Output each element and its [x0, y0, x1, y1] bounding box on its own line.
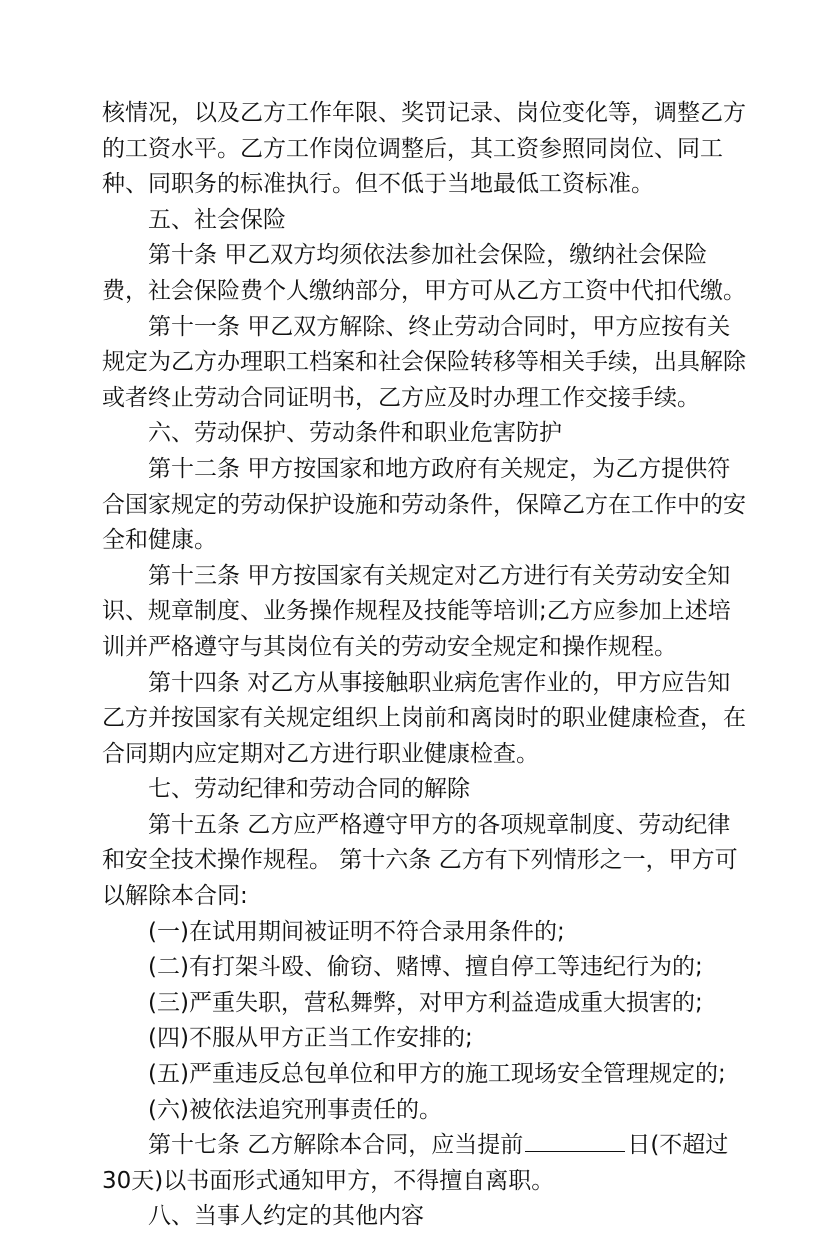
document-body [102, 96, 746, 1235]
document-line: 规定为乙方办理职工档案和社会保险转移等相关手续，出具解除 [102, 349, 746, 376]
document-line: 合同期内应定期对乙方进行职业健康检查。 [102, 740, 539, 767]
clause-17-text: 第十七条 乙方解除本合同，应当提前 [148, 1132, 524, 1159]
document-line: 或者终止劳动合同证明书，乙方应及时办理工作交接手续。 [102, 384, 700, 411]
document-line: 识、规章制度、业务操作规程及技能等培训;乙方应参加上述培 [102, 598, 731, 625]
document-line: (五)严重违反总包单位和甲方的施工现场安全管理规定的; [148, 1061, 726, 1088]
fill-in-blank [525, 1129, 625, 1152]
document-line: 的工资水平。乙方工作岗位调整后，其工资参照同岗位、同工 [102, 135, 723, 162]
document-line: 六、劳动保护、劳动条件和职业危害防护 [148, 420, 562, 447]
clause-17-continuation: 30天)以书面形式通知甲方，不得擅自离职。 [102, 1167, 555, 1194]
document-line: 以解除本合同: [102, 883, 248, 910]
document-line: (二)有打架斗殴、偷窃、赌博、擅自停工等违纪行为的; [148, 954, 703, 981]
document-line: 第十四条 对乙方从事接触职业病危害作业的，甲方应告知 [148, 669, 731, 696]
document-line: (四)不服从甲方正当工作安排的; [148, 1025, 473, 1052]
document-line: 全和健康。 [102, 527, 217, 554]
document-line: 第十三条 甲方按国家有关规定对乙方进行有关劳动安全知 [148, 562, 731, 589]
clause-17-line [102, 1128, 732, 1164]
document-line: 第十一条 甲乙双方解除、终止劳动合同时，甲方应按有关 [148, 313, 731, 340]
document-line: 合国家规定的劳动保护设施和劳动条件，保障乙方在工作中的安 [102, 491, 746, 518]
document-line: (一)在试用期间被证明不符合录用条件的; [148, 918, 565, 945]
document-line: 和安全技术操作规程。 第十六条 乙方有下列情形之一，甲方可 [102, 847, 738, 874]
document-line: (三)严重失职，营私舞弊，对甲方利益造成重大损害的; [148, 989, 703, 1016]
document-line: 第十五条 乙方应严格遵守甲方的各项规章制度、劳动纪律 [148, 811, 731, 838]
clause-17-text-after: 日(不超过 [627, 1132, 729, 1159]
document-line: 第十二条 甲方按国家和地方政府有关规定，为乙方提供符 [148, 455, 731, 482]
document-line: 七、劳动纪律和劳动合同的解除 [148, 776, 470, 803]
document-line: 五、社会保险 [148, 206, 286, 233]
document-line: 核情况，以及乙方工作年限、奖罚记录、岗位变化等，调整乙方 [102, 100, 746, 126]
document-line: 费，社会保险费个人缴纳部分，甲方可从乙方工资中代扣代缴。 [102, 277, 746, 304]
document-line: 第十条 甲乙双方均须依法参加社会保险，缴纳社会保险 [148, 242, 708, 269]
document-line: 训并严格遵守与其岗位有关的劳动安全规定和操作规程。 [102, 633, 677, 660]
section-heading-8: 八、当事人约定的其他内容 [148, 1203, 424, 1230]
document-line: (六)被依法追究刑事责任的。 [148, 1096, 442, 1123]
document-line: 种、同职务的标准执行。但不低于当地最低工资标准。 [102, 171, 654, 198]
document-line: 乙方并按国家有关规定组织上岗前和离岗时的职业健康检查，在 [102, 705, 746, 732]
